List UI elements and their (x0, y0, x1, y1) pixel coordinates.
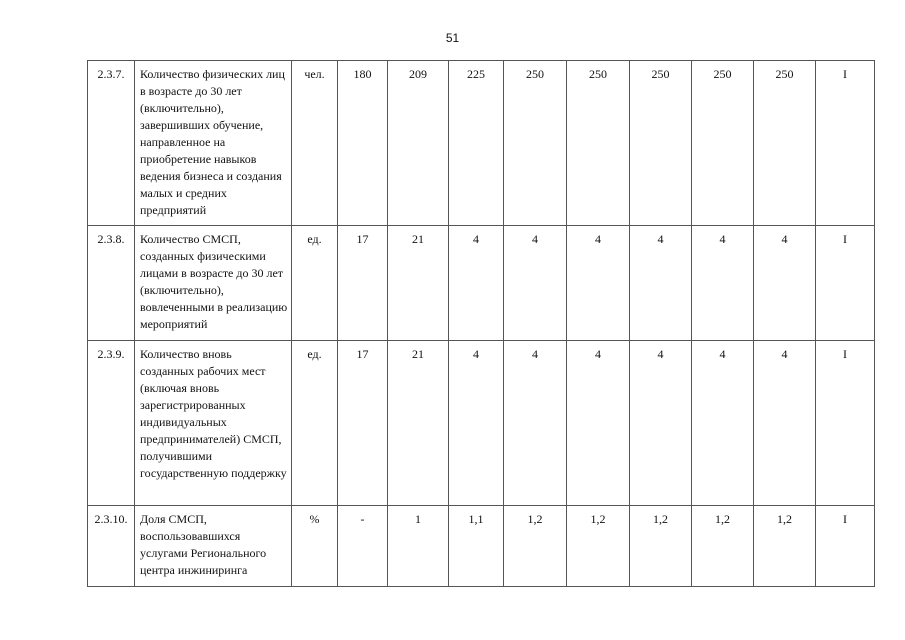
row-number: 2.3.9. (88, 341, 135, 506)
value-cell: 4 (504, 226, 567, 341)
unit-cell: ед. (292, 226, 338, 341)
value-cell: 4 (754, 341, 816, 506)
indicator-name: Количество вновь созданных рабочих мест (включая вновь зарегистрированных индивидуальных предпринимателей) СМСП, получившими государственную поддержку (135, 341, 292, 506)
value-cell: 4 (449, 226, 504, 341)
indicators-table (87, 60, 875, 587)
value-cell: 250 (567, 61, 630, 226)
value-cell: 4 (754, 226, 816, 341)
unit-cell: чел. (292, 61, 338, 226)
table-row (88, 61, 875, 226)
table-row (88, 341, 875, 506)
value-cell: 21 (388, 341, 449, 506)
value-cell: 4 (692, 226, 754, 341)
value-cell: 180 (338, 61, 388, 226)
value-cell: 17 (338, 226, 388, 341)
value-cell: 250 (504, 61, 567, 226)
value-cell: 1,1 (449, 506, 504, 587)
value-cell: 225 (449, 61, 504, 226)
value-cell: 1,2 (567, 506, 630, 587)
value-cell: 4 (630, 341, 692, 506)
indicator-name: Доля СМСП, воспользовавшихся услугами Регионального центра инжиниринга (135, 506, 292, 587)
table-row (88, 226, 875, 341)
value-cell: 17 (338, 341, 388, 506)
row-number: 2.3.8. (88, 226, 135, 341)
value-cell: 1,2 (504, 506, 567, 587)
value-cell: 4 (692, 341, 754, 506)
table-row (88, 506, 875, 587)
value-cell: 21 (388, 226, 449, 341)
value-cell: 1,2 (692, 506, 754, 587)
value-cell: 1,2 (630, 506, 692, 587)
type-cell: I (816, 506, 875, 587)
value-cell: 4 (449, 341, 504, 506)
unit-cell: ед. (292, 341, 338, 506)
row-number: 2.3.10. (88, 506, 135, 587)
value-cell: 250 (692, 61, 754, 226)
page-number: 51 (445, 31, 460, 45)
value-cell: 250 (754, 61, 816, 226)
value-cell: 209 (388, 61, 449, 226)
unit-cell: % (292, 506, 338, 587)
value-cell: 4 (630, 226, 692, 341)
row-number: 2.3.7. (88, 61, 135, 226)
value-cell: 4 (567, 341, 630, 506)
type-cell: I (816, 226, 875, 341)
type-cell: I (816, 61, 875, 226)
value-cell: - (338, 506, 388, 587)
indicator-name: Количество СМСП, созданных физическими лицами в возрасте до 30 лет (включительно), вовлеченными в реализацию мероприятий (135, 226, 292, 341)
value-cell: 1,2 (754, 506, 816, 587)
value-cell: 250 (630, 61, 692, 226)
value-cell: 4 (504, 341, 567, 506)
type-cell: I (816, 341, 875, 506)
value-cell: 4 (567, 226, 630, 341)
indicator-name: Количество физических лиц в возрасте до 30 лет (включительно), завершивших обучение, направленное на приобретение навыков ведения бизнеса и создания малых и средних предприятий (135, 61, 292, 226)
value-cell: 1 (388, 506, 449, 587)
